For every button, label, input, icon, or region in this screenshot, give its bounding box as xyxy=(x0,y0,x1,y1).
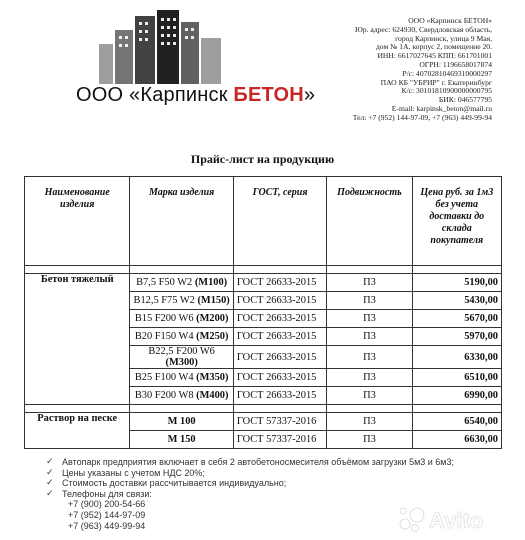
header-name: Наименование изделия xyxy=(25,177,130,266)
mark-cell xyxy=(130,346,233,369)
checkmark-icon: ✓ xyxy=(46,456,54,466)
mark-cell xyxy=(130,387,233,405)
price-table xyxy=(24,176,502,449)
mark-grade: (М400) xyxy=(196,390,229,401)
mark-prefix: В15 F200 W6 xyxy=(134,313,197,324)
note-text: Стоимость доставки рассчитывается индивидуально; xyxy=(62,478,287,489)
mark-cell xyxy=(130,292,233,310)
mark-cell xyxy=(130,328,233,346)
mobility-cell: П3 xyxy=(327,369,412,387)
company-name-brand: БЕТОН xyxy=(233,84,304,106)
contact-line: ИНН: 6617027645 КПП: 661701001 xyxy=(377,51,492,61)
gost-cell: ГОСТ 26633-2015 xyxy=(233,387,326,405)
header-price: Цена руб. за 1м3 без учета доставки до склада покупателя xyxy=(412,177,501,266)
gost-cell: ГОСТ 26633-2015 xyxy=(233,346,326,369)
contact-line: Тел: +7 (952) 144-97-09, +7 (963) 449-99-94 xyxy=(352,112,492,122)
contact-line: БИК: 046577795 xyxy=(438,95,492,105)
price-cell: 5190,00 xyxy=(412,274,501,292)
contact-line: ПАО КБ "УБРИР" г. Екатеринбург xyxy=(380,77,492,87)
watermark-text: Avito xyxy=(429,508,484,533)
mobility-cell: П3 xyxy=(327,328,412,346)
mark-grade: М 150 xyxy=(167,434,196,445)
mark-prefix: В20 F150 W4 xyxy=(134,331,197,342)
price-cell: 5430,00 xyxy=(412,292,501,310)
price-cell: 6540,00 xyxy=(412,413,501,431)
contact-line: дом № 1А, корпус 2, помещение 20. xyxy=(375,42,492,52)
mobility-cell: П3 xyxy=(327,310,412,328)
company-name xyxy=(76,84,315,107)
mark-grade: (М250) xyxy=(196,331,229,342)
contact-line: ООО «Карпинск БЕТОН» xyxy=(408,16,492,25)
contact-line: К/с: 30101810900000000795 xyxy=(401,86,492,96)
mark-prefix: В12,5 F75 W2 xyxy=(133,295,198,306)
contact-line: ОГРН: 1196658017874 xyxy=(419,59,492,69)
mark-grade: (М300) xyxy=(165,357,198,368)
note-text: Автопарк предприятия включает в себя 2 автобетоносмесителя объёмом загрузки 5м3 и 6м3; xyxy=(62,457,455,467)
header-mobility: Подвижность xyxy=(327,177,412,266)
mark-cell xyxy=(130,413,233,431)
mark-cell xyxy=(130,310,233,328)
notes-list xyxy=(46,457,454,531)
group-name: Раствор на песке xyxy=(25,413,130,449)
mobility-cell: П3 xyxy=(327,413,412,431)
gost-cell: ГОСТ 26633-2015 xyxy=(233,292,326,310)
mark-grade: М 100 xyxy=(167,416,196,427)
company-name-prefix: ООО «Карпинск xyxy=(76,84,234,106)
company-name-suffix: » xyxy=(303,84,316,106)
gost-cell: ГОСТ 57337-2016 xyxy=(233,431,326,449)
avito-logo-icon xyxy=(400,508,424,532)
mobility-cell: П3 xyxy=(327,346,412,369)
checkmark-icon: ✓ xyxy=(46,466,54,477)
note-item xyxy=(46,478,454,489)
mark-grade: (М100) xyxy=(194,277,228,288)
gost-cell: ГОСТ 57337-2016 xyxy=(233,413,326,431)
mark-grade: (М350) xyxy=(196,372,229,383)
mark-prefix: В25 F100 W4 xyxy=(134,372,197,383)
note-text: Цены указаны с учетом НДС 20%; xyxy=(62,467,205,478)
table-spacer-row xyxy=(25,266,502,274)
contact-line: E-mail: karpinsk_beton@mail.ru xyxy=(391,103,492,113)
mark-grade: (М200) xyxy=(196,313,229,324)
header-gost: ГОСТ, серия xyxy=(233,177,326,266)
contact-line: Юр. адрес: 624930, Свердловская область, xyxy=(355,24,492,34)
phone-number: +7 (952) 144-97-09 xyxy=(68,509,146,520)
letterhead xyxy=(0,0,525,140)
group-name: Бетон тяжелый xyxy=(25,274,130,405)
mark-cell xyxy=(130,431,233,449)
table-header-row xyxy=(25,177,502,266)
gost-cell: ГОСТ 26633-2015 xyxy=(233,274,326,292)
price-cell: 6990,00 xyxy=(412,387,501,405)
note-item xyxy=(46,489,454,500)
buildings-logo-icon xyxy=(95,10,225,84)
checkmark-icon: ✓ xyxy=(46,487,54,498)
gost-cell: ГОСТ 26633-2015 xyxy=(233,310,326,328)
price-cell: 6510,00 xyxy=(412,369,501,387)
mark-prefix: В30 F200 W8 xyxy=(134,390,197,401)
mobility-cell: П3 xyxy=(327,431,412,449)
price-cell: 6630,00 xyxy=(412,431,501,449)
table-spacer-row xyxy=(25,405,502,413)
note-item xyxy=(46,457,454,468)
checkmark-icon: ✓ xyxy=(46,477,54,488)
note-item xyxy=(46,468,454,479)
price-cell: 5970,00 xyxy=(412,328,501,346)
mark-cell xyxy=(130,274,233,292)
mark-prefix: В7,5 F50 W2 xyxy=(136,277,195,288)
mobility-cell: П3 xyxy=(327,387,412,405)
company-contact-details xyxy=(353,17,492,123)
mark-cell xyxy=(130,369,233,387)
mobility-cell: П3 xyxy=(327,292,412,310)
contact-line: город Карпинск, улица 9 Мая, xyxy=(395,33,492,43)
mark-prefix: В22,5 F200 W6 xyxy=(148,346,215,357)
table-row xyxy=(25,274,502,292)
mobility-cell: П3 xyxy=(327,274,412,292)
note-text: Телефоны для связи: xyxy=(62,488,152,499)
gost-cell: ГОСТ 26633-2015 xyxy=(233,369,326,387)
phone-number: +7 (963) 449-99-94 xyxy=(68,520,146,531)
contact-line: Р/с: 40702810469310000297 xyxy=(402,68,492,78)
mark-grade: (М150) xyxy=(197,295,230,306)
gost-cell: ГОСТ 26633-2015 xyxy=(233,328,326,346)
phone-number: +7 (900) 200-54-66 xyxy=(68,499,146,510)
price-cell: 6330,00 xyxy=(412,346,501,369)
header-mark: Марка изделия xyxy=(130,177,233,266)
table-row xyxy=(25,413,502,431)
avito-watermark xyxy=(397,502,515,536)
price-cell: 5670,00 xyxy=(412,310,501,328)
document-title: Прайс-лист на продукцию xyxy=(190,152,335,166)
